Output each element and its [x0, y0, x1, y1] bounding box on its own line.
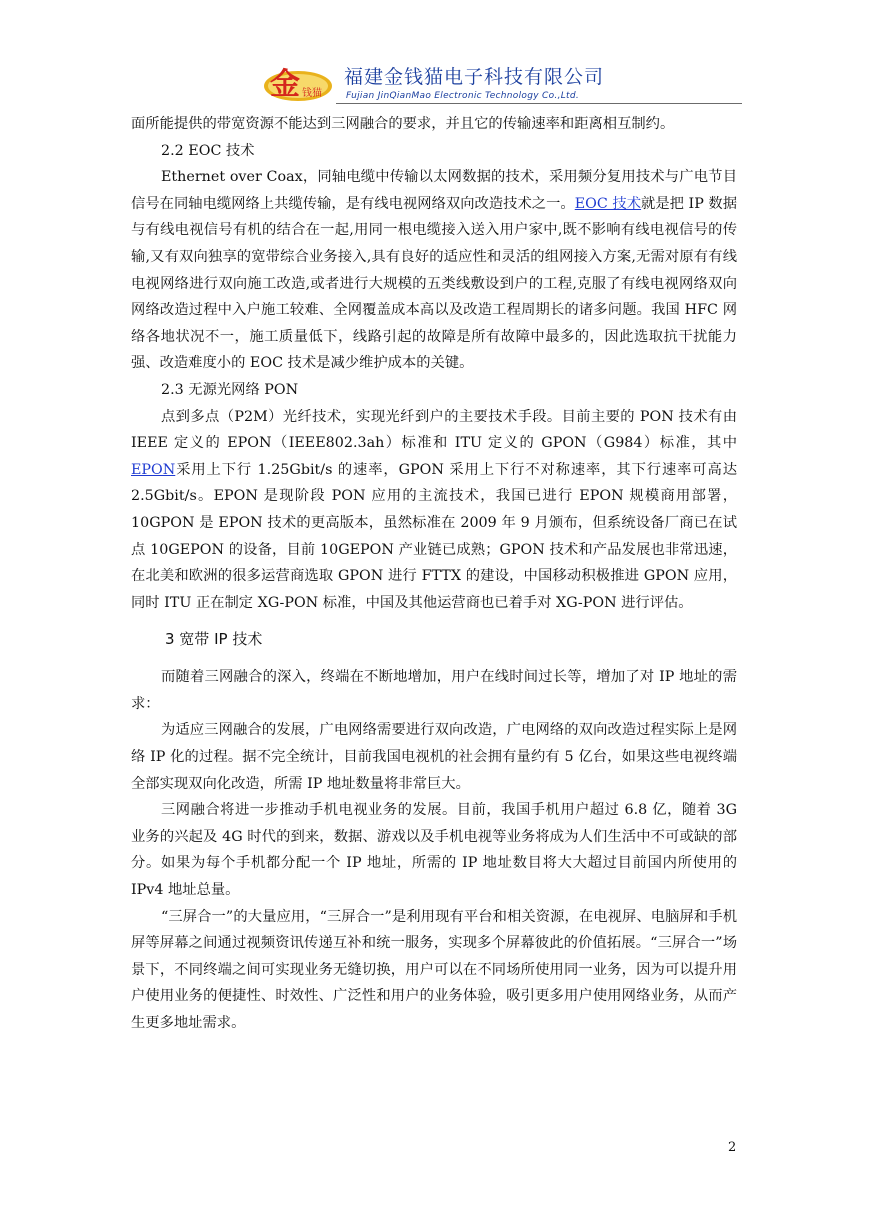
paragraph-pon	[131, 404, 737, 617]
logo-char-jin: 金	[270, 67, 300, 102]
eoc-text-b: 就是把 IP 数据与有线电视信号有机的结合在一起,用同一根电缆接入送入用户家中,既不影响有线电视信号的传输,又有双向独享的宽带综合业务接入,具有良好的适应性和灵活的组网接入方案,无需对原有有线电视网络进行双向施工改造,或者进行大规模的五类线敷设到户的工程,克服了有线电视网络双向网络改造过程中入户施工较难、全网覆盖成本高以及改造工程周期长的诸多问题。我国 HFC 网络各地状况不一，施工质量低下，线路引起的故障是所有故障中最多的，因此选取抗干扰能力强、改造难度小的 EOC 技术是减少维护成本的关键。	[131, 195, 737, 372]
epon-link[interactable]: EPON	[131, 461, 176, 478]
company-name-cn: 福建金钱猫电子科技有限公司	[344, 66, 605, 88]
page-number: 2	[728, 1140, 737, 1155]
eoc-technology-link[interactable]: EOC 技术	[574, 195, 642, 212]
paragraph-ip-demand: 而随着三网融合的深入，终端在不断地增加，用户在线时间过长等，增加了对 IP 地址的需求：	[131, 669, 737, 712]
company-name-en: Fujian JinQianMao Electronic Technology Co.,Ltd.	[346, 91, 580, 101]
page-header	[262, 60, 622, 106]
paragraph-broadcast-network: 为适应三网融合的发展，广电网络需要进行双向改造，广电网络的双向改造过程实际上是网络 IP 化的过程。据不完全统计，目前我国电视机的社会拥有量约有 5 亿台，如果这些电视终端全部实现双向化改造，所需 IP 地址数量将非常巨大。	[131, 722, 737, 792]
paragraph-mobile-tv: 三网融合将进一步推动手机电视业务的发展。目前，我国手机用户超过 6.8 亿，随着 3G 业务的兴起及 4G 时代的到来，数据、游戏以及手机电视等业务将成为人们生活中不可或缺的部分。如果为每个手机都分配一个 IP 地址，所需的 IP 地址数目将大大超过目前国内所使用的 IPv4 地址总量。	[131, 802, 737, 899]
document-body	[131, 111, 737, 1037]
eoc-text-a: Ethernet over Coax，同轴电缆中传输以太网数据的技术，采用频分复用技术与广电节目信号在同轴电缆网络上共缆传输，是有线电视网络双向改造技术之一。	[131, 169, 737, 212]
section-heading-broadband-ip: 3 宽带 IP 技术	[165, 630, 263, 649]
pon-text-a: 点到多点（P2M）光纤技术，实现光纤到户的主要技术手段。目前主要的 PON 技术有由 IEEE 定义的 EPON（IEEE802.3ah）标准和 ITU 定义的 GPON（G984）标准，其中	[131, 408, 737, 452]
heading-pon: 2.3 无源光网络 PON	[161, 381, 299, 398]
company-logo	[262, 62, 338, 104]
logo-char-qianmao: 钱猫	[302, 88, 322, 99]
paragraph-three-screens: “三屏合一”的大量应用，“三屏合一”是利用现有平台和相关资源，在电视屏、电脑屏和手机屏等屏幕之间通过视频资讯传递互补和统一服务，实现多个屏幕彼此的价值拓展。“三屏合一”场景下，不同终端之间可实现业务无缝切换，用户可以在不同场所使用同一业务，因为可以提升用户使用业务的便捷性、时效性、广泛性和用户的业务体验，吸引更多用户使用网络业务，从而产生更多地址需求。	[131, 908, 737, 1031]
pon-text-b: 采用上下行 1.25Gbit/s 的速率，GPON 采用上下行不对称速率，其下行速率可高达 2.5Gbit/s。EPON 是现阶段 PON 应用的主流技术，我国已进行 EPON 规模商用部署，10GPON 是 EPON 技术的更高版本，虽然标准在 2009 年 9 月颁布，但系统设备厂商已在试点 10GEPON 的设备，目前 10GEPON 产业链已成熟；GPON 技术和产品发展也非常迅速，在北美和欧洲的很多运营商选取 GPON 进行 FTTX 的建设，中国移动积极推进 GPON 应用，同时 ITU 正在制定 XG-PON 标准，中国及其他运营商也已着手对 XG-PON 进行评估。	[131, 461, 737, 611]
header-divider	[336, 103, 742, 104]
paragraph-eoc	[131, 164, 737, 377]
heading-eoc: 2.2 EOC 技术	[161, 142, 255, 159]
paragraph-continuation: 面所能提供的带宽资源不能达到三网融合的要求，并且它的传输速率和距离相互制约。	[131, 116, 675, 132]
